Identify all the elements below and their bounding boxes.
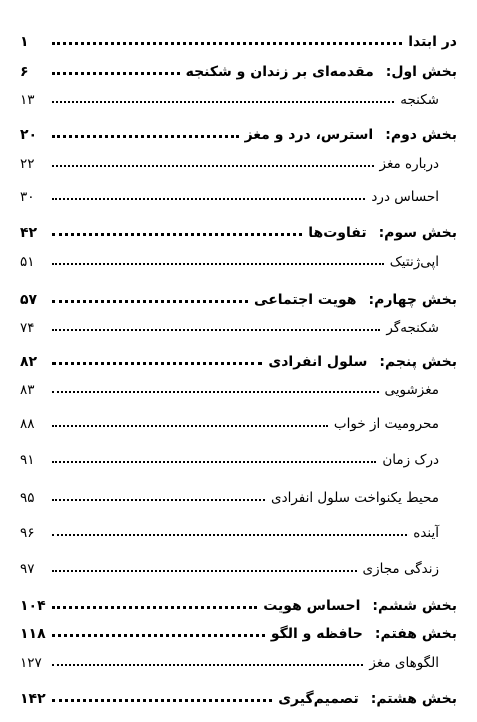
toc-main-entry — [20, 121, 457, 143]
toc-sub-entry — [20, 150, 457, 172]
dot-leader — [52, 328, 380, 331]
toc-entry-title — [252, 292, 457, 308]
toc-main-entry — [20, 685, 457, 707]
toc-title-text: تصمیم‌گیری — [278, 691, 359, 707]
toc-title-text: اپی‌ژنتیک — [389, 254, 439, 270]
toc-main-entry — [20, 28, 457, 50]
toc-entry-title — [384, 320, 439, 336]
toc-title-text: احساس هویت — [263, 598, 361, 614]
toc-title-text: شکنجه — [400, 92, 439, 108]
toc-entry-title — [266, 354, 457, 370]
toc-main-entry — [20, 592, 457, 614]
toc-entry-title — [361, 561, 439, 577]
toc-entry-title — [380, 452, 439, 468]
toc-sub-entry — [20, 410, 457, 432]
toc-page-number: ۷۴ — [20, 320, 35, 336]
toc-entry-title — [398, 92, 439, 108]
toc-sub-entry — [20, 519, 457, 541]
toc-part-label: بخش اول: — [385, 64, 457, 80]
dot-leader — [52, 605, 257, 609]
toc-title-text: هویت اجتماعی — [254, 292, 357, 308]
toc-title-text: درباره مغز — [379, 156, 439, 172]
toc-main-entry — [20, 58, 457, 80]
toc-title-text: استرس، درد و مغز — [244, 127, 374, 143]
toc-sub-entry — [20, 484, 457, 506]
toc-page-number: ۲۰ — [20, 127, 38, 143]
toc-page-number: ۹۶ — [20, 525, 35, 541]
toc-entry-title — [388, 254, 439, 270]
toc-title-text: الگوهای مغز — [369, 655, 439, 671]
dot-leader — [52, 164, 374, 167]
dot-leader — [52, 262, 384, 265]
dot-leader — [52, 134, 239, 138]
dot-leader — [52, 299, 248, 303]
toc-sub-entry — [20, 248, 457, 270]
dot-leader — [52, 197, 365, 200]
toc-page-number: ۱۲۷ — [20, 655, 42, 671]
toc-page-number: ۱۴۲ — [20, 691, 46, 707]
toc-page-number: ۶ — [20, 64, 29, 80]
dot-leader — [52, 361, 262, 365]
toc-sub-entry — [20, 555, 457, 577]
toc-main-entry — [20, 620, 457, 642]
toc-entry-title — [276, 691, 457, 707]
toc-part-label: بخش دوم: — [385, 127, 457, 143]
toc-sub-entry — [20, 183, 457, 205]
toc-title-text: تفاوت‌ها — [308, 225, 367, 241]
toc-main-entry — [20, 219, 457, 241]
toc-title-text: در ابتدا — [408, 34, 457, 50]
toc-page-number: ۲۲ — [20, 156, 35, 172]
toc-entry-title — [383, 382, 440, 398]
toc-title-text: مقدمه‌ای بر زندان و شکنجه — [185, 64, 374, 80]
dot-leader — [52, 71, 180, 75]
toc-page-number: ۹۱ — [20, 452, 35, 468]
toc-page-number: ۱۰۴ — [20, 598, 46, 614]
toc-entry-title — [411, 525, 439, 541]
toc-sub-entry — [20, 446, 457, 468]
toc-main-entry — [20, 286, 457, 308]
toc-page-number: ۹۵ — [20, 490, 35, 506]
toc-page-number: ۱۱۸ — [20, 626, 46, 642]
toc-entry-title — [269, 626, 457, 642]
dot-leader — [52, 533, 407, 536]
toc-title-text: زندگی مجازی — [362, 561, 439, 577]
toc-part-label: بخش هفتم: — [374, 626, 457, 642]
toc-title-text: آینده — [413, 525, 439, 541]
toc-title-text: درک زمان — [382, 452, 439, 468]
toc-page-number: ۹۷ — [20, 561, 35, 577]
toc-part-label: بخش ششم: — [372, 598, 457, 614]
toc-title-text: احساس درد — [371, 189, 439, 205]
toc-page-number: ۱۳ — [20, 92, 35, 108]
dot-leader — [52, 41, 402, 45]
toc-entry-title — [367, 655, 439, 671]
toc-sub-entry — [20, 314, 457, 336]
toc-sub-entry — [20, 86, 457, 108]
toc-part-label: بخش پنجم: — [379, 354, 457, 370]
dot-leader — [52, 232, 302, 236]
toc-part-label: بخش چهارم: — [368, 292, 457, 308]
toc-title-text: حافظه و الگو — [270, 626, 363, 642]
toc-part-label: بخش هشتم: — [370, 691, 457, 707]
toc-sub-entry — [20, 649, 457, 671]
toc-page-number: ۸۳ — [20, 382, 35, 398]
dot-leader — [52, 424, 328, 427]
dot-leader — [52, 390, 379, 393]
toc-entry-title — [306, 225, 457, 241]
dot-leader — [52, 569, 357, 572]
toc-entry-title — [269, 490, 439, 506]
dot-leader — [52, 663, 363, 666]
toc-page-number: ۵۱ — [20, 254, 35, 270]
toc-title-text: محرومیت از خواب — [333, 416, 439, 432]
toc-entry-title — [184, 64, 457, 80]
toc-entry-title — [369, 189, 439, 205]
dot-leader — [52, 498, 265, 501]
dot-leader — [52, 460, 376, 463]
toc-sub-entry — [20, 376, 457, 398]
toc-entry-title — [261, 598, 457, 614]
toc-entry-title — [378, 156, 439, 172]
toc-title-text: محیط یکنواخت سلول انفرادی — [271, 490, 439, 506]
toc-entry-title — [332, 416, 439, 432]
toc-entry-title — [243, 127, 457, 143]
dot-leader — [52, 633, 265, 637]
toc-page-number: ۳۰ — [20, 189, 35, 205]
toc-page-number: ۴۲ — [20, 225, 38, 241]
toc-title-text: مغزشویی — [384, 382, 439, 398]
dot-leader — [52, 698, 272, 702]
toc-entry-title — [406, 34, 457, 50]
toc-page-number: ۵۷ — [20, 292, 38, 308]
toc-title-text: سلول انفرادی — [268, 354, 368, 370]
toc-main-entry — [20, 348, 457, 370]
toc-page-number: ۱ — [20, 34, 29, 50]
toc-title-text: شکنجه‌گر — [386, 320, 439, 336]
toc-part-label: بخش سوم: — [378, 225, 457, 241]
toc-page-number: ۸۲ — [20, 354, 38, 370]
dot-leader — [52, 100, 394, 103]
toc-page-number: ۸۸ — [20, 416, 35, 432]
